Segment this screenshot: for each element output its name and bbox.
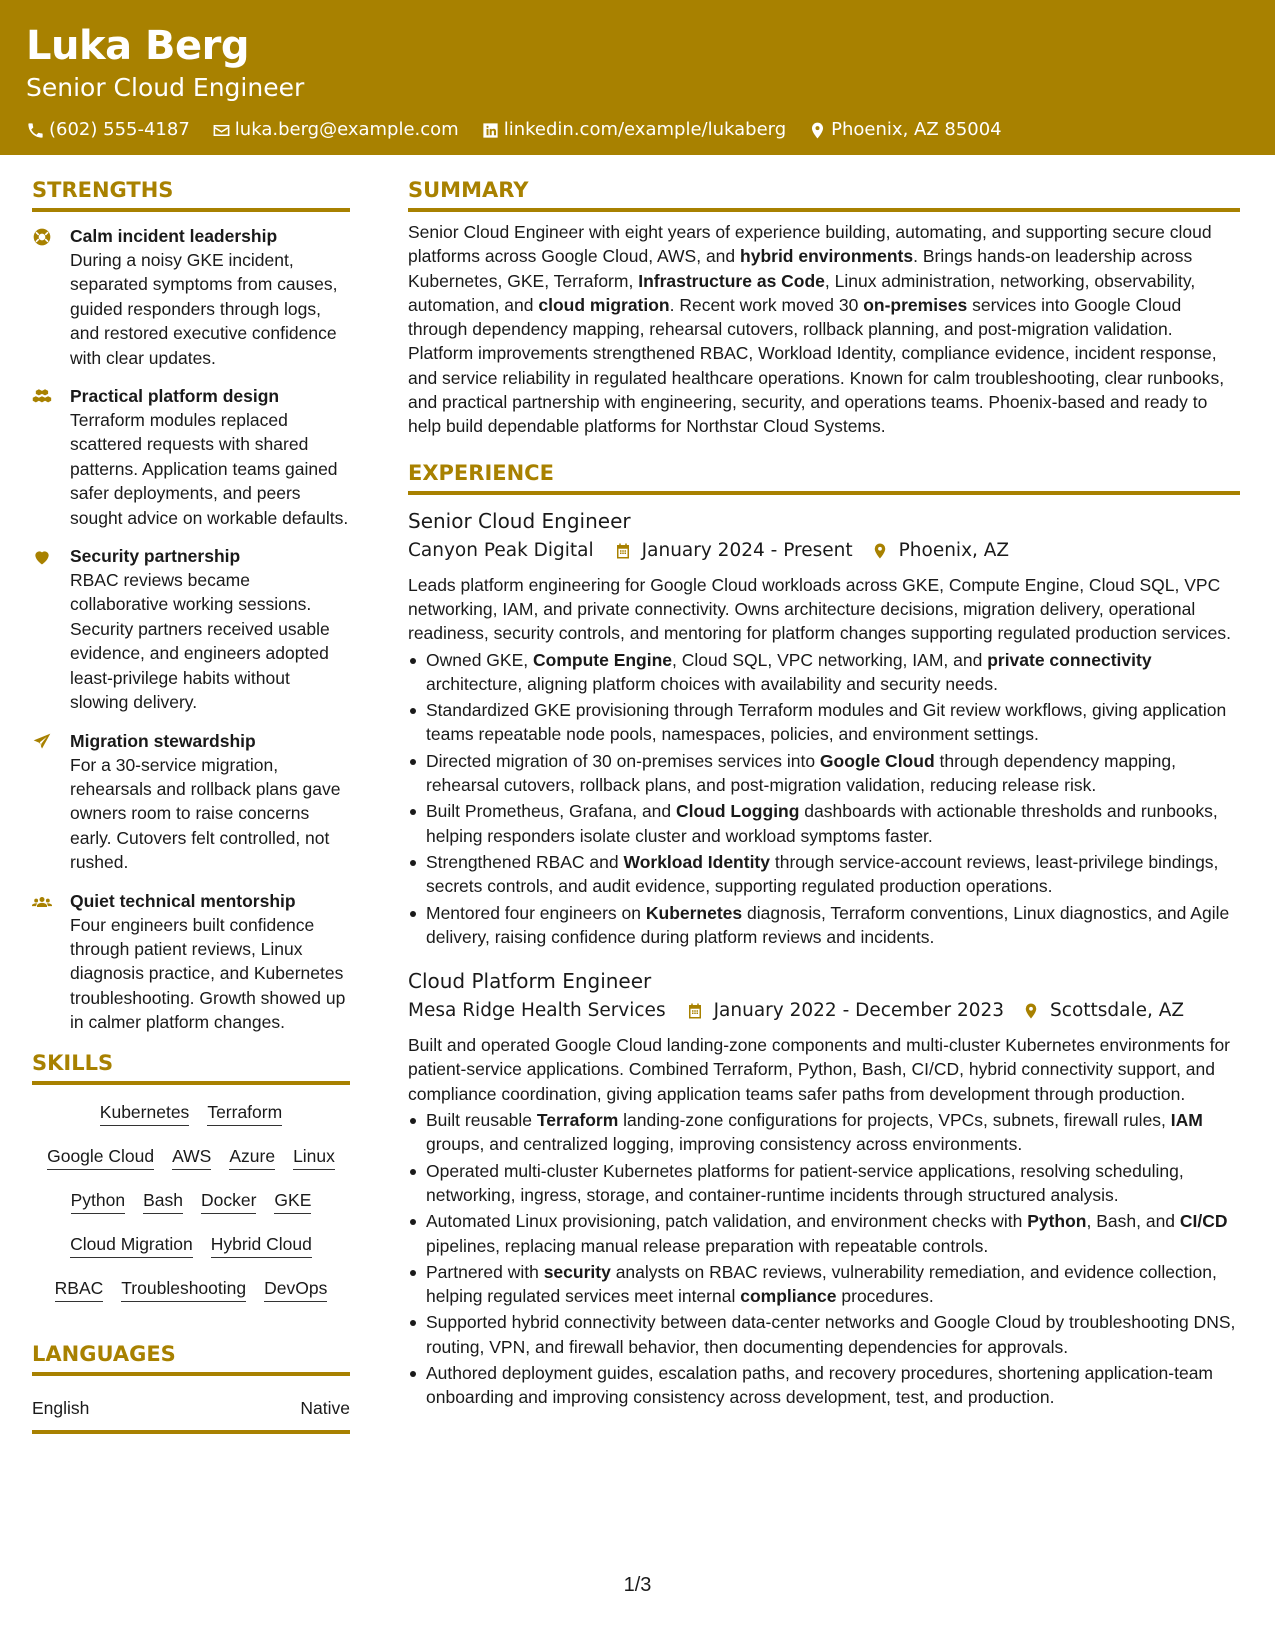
skill-tag: Terraform [207,1101,282,1126]
resume-header [0,0,1275,155]
candidate-name: Luka Berg [26,23,249,69]
text-run: . Brings hands-on leadership across Kubernetes, GKE, Terraform, [408,246,1193,291]
job-bullet [408,749,1240,798]
job-company: Canyon Peak Digital [408,539,594,561]
job-description: Built and operated Google Cloud landing-zone components and multi-cluster Kubernetes environments for patient-service applications. Combined Terraform, Python, Bash, CI/CD, hybrid connectivity support, and compliance coordination, giving application teams safer paths from development through production. [408,1035,1231,1104]
skills-heading: SKILLS [32,1049,350,1085]
skill-tag: RBAC [55,1277,104,1302]
location-text: Phoenix, AZ 85004 [831,119,1002,140]
page-number: 1/3 [623,1574,652,1596]
skill-row [32,1145,350,1170]
candidate-title: Senior Cloud Engineer [26,73,305,102]
envelope-icon [212,121,231,140]
text-run: through dependency mapping, rehearsal cutovers, rollback plans, and post-migration validation, reducing release risk. [426,750,1176,796]
job-bullet [408,1209,1240,1258]
summary-heading: SUMMARY [408,176,1240,212]
text-run: diagnosis, Terraform conventions, Linux diagnostics, and Agile delivery, raising confidence during platform reviews and incidents. [426,902,1230,947]
text-run: Directed migration of 30 on-premises services into [426,750,820,771]
job-bullet [408,1260,1240,1309]
strength-title: Security partnership [70,546,241,567]
job-entry [408,967,1240,1409]
strengths-list [32,224,350,1035]
skill-tag: Troubleshooting [121,1277,246,1302]
bold-text: Google Cloud [819,750,935,771]
skill-tag: Linux [293,1145,335,1170]
strength-item [32,384,350,530]
job-bullet [408,1108,1240,1157]
text-run: Strengthened RBAC and [426,851,624,872]
text-run: . Recent work moved 30 [669,294,864,315]
contact-email[interactable] [212,118,459,142]
strength-title: Practical platform design [70,386,280,407]
job-bullet [408,901,1240,950]
strength-item [32,889,350,1035]
text-run: pipelines, replacing manual release preparation with repeatable controls. [426,1235,989,1256]
job-location: Phoenix, AZ [898,539,1010,561]
strength-desc: RBAC reviews became collaborative working sessions. Security partners received usable evidence, and engineers adopted least-privilege habits without slowing delivery. [70,570,330,713]
bold-text: Compute Engine [533,649,673,670]
text-run: landing-zone configurations for projects, VPCs, subnets, firewall rules, [618,1110,1171,1131]
text-run: through service-account reviews, least-privilege bindings, secrets controls, and audit evidence, supporting regulated production operations. [426,851,1219,897]
experience-heading: EXPERIENCE [408,459,1240,495]
job-bullets [408,1108,1240,1410]
bold-text: Kubernetes [645,902,743,923]
skill-tag: Google Cloud [47,1145,154,1170]
languages-heading: LANGUAGES [32,1340,350,1376]
contact-linkedin[interactable] [481,118,786,142]
strength-item [32,544,350,714]
job-dates: January 2022 - December 2023 [713,1000,1005,1022]
calendar-icon [614,542,632,560]
strength-item [32,729,350,875]
bold-text: on-premises [863,294,968,315]
job-entry [408,507,1240,949]
strength-title: Calm incident leadership [70,226,278,246]
skill-tag: Kubernetes [100,1101,190,1126]
skill-tag: Docker [201,1189,256,1214]
job-bullet [408,1159,1240,1208]
bold-text: Infrastructure as Code [638,270,825,291]
job-description: Leads platform engineering for Google Cloud workloads across GKE, Compute Engine, Cloud SQL, VPC networking, IAM, and private connectivity. Owns architecture decisions, migration delivery, operational readiness, security controls, and mentoring for platform changes supporting regulated production services. [408,574,1231,644]
calendar-icon [686,1002,704,1020]
job-bullet [408,1361,1240,1410]
text-run: , Linux administration, networking, observability, automation, and [408,270,1196,315]
job-bullet [408,698,1240,747]
text-run: , Cloud SQL, VPC networking, IAM, and [672,649,988,670]
job-title: Cloud Platform Engineer [408,969,652,994]
email-text: luka.berg@example.com [234,119,459,140]
bold-text: security [543,1261,611,1282]
bold-text: Cloud Logging [676,801,800,822]
language-name: English [32,1397,90,1418]
text-run: services into Google Cloud through dependency mapping, rehearsal cutovers, rollback planning, and post-migration validation. Platform improvements strengthened RBAC, Workload Identity, compliance evidence, incident response, and service reliability in regulated healthcare operations. Known for calm troubleshooting, clear runbooks, and practical partnership with engineering, security, and operations teams. Phoenix-based and ready to help build dependable platforms for Northstar Cloud Systems. [408,294,1225,437]
cubes-icon [32,387,52,407]
skill-tag: Python [71,1189,125,1214]
skill-row [32,1277,350,1302]
phone-text: (602) 555-4187 [49,119,190,140]
text-run: Partnered with [426,1261,544,1282]
skill-tag: AWS [172,1145,211,1170]
bold-text: private connectivity [987,649,1152,670]
bold-text: IAM [1170,1110,1203,1131]
linkedin-icon [481,121,500,140]
text-run: architecture, aligning platform choices with availability and security needs. [426,673,998,694]
skill-tag: Cloud Migration [70,1233,193,1258]
strength-title: Migration stewardship [70,730,256,751]
contact-bar [26,118,1249,142]
bold-text: Terraform [536,1110,619,1131]
contact-location [808,118,1001,142]
paper-plane-icon [32,732,52,752]
right-column [408,176,1240,1428]
skill-tag: GKE [274,1189,311,1214]
job-meta [408,537,1240,565]
map-pin-icon [808,121,827,140]
skill-row [32,1101,350,1126]
skill-tag: DevOps [264,1277,327,1302]
text-run: Built Prometheus, Grafana, and [426,801,676,822]
job-bullet [408,648,1240,697]
language-level: Native [300,1397,350,1418]
heart-icon [32,547,52,567]
lifebuoy-icon [32,227,52,247]
bold-text: CI/CD [1179,1211,1228,1232]
job-meta [408,997,1240,1025]
bold-text: compliance [740,1286,837,1307]
strength-item [32,224,350,370]
job-bullet [408,850,1240,899]
job-location: Scottsdale, AZ [1050,1000,1185,1022]
strength-desc: During a noisy GKE incident, separated symptoms from causes, guided responders through logs, and restored executive confidence with clear updates. [70,250,338,368]
map-pin-icon [871,542,889,560]
phone-icon [26,121,45,140]
skills-list [32,1101,350,1302]
text-run: Built reusable [426,1110,537,1131]
job-bullet [408,1310,1240,1359]
skill-row [32,1189,350,1214]
linkedin-text: linkedin.com/example/lukaberg [503,119,787,140]
left-column [32,176,350,1434]
skill-row [32,1233,350,1258]
map-pin-icon [1022,1002,1040,1020]
text-run: procedures. [836,1286,934,1307]
strength-desc: Four engineers built confidence through patient reviews, Linux diagnosis practice, and Kubernetes troubleshooting. Growth showed up in calmer platform changes. [70,914,346,1033]
skill-tag: Hybrid Cloud [211,1233,312,1258]
bold-text: Python [1027,1211,1087,1232]
users-icon [32,892,52,912]
summary-text [408,220,1240,439]
job-bullet [408,799,1240,848]
job-company: Mesa Ridge Health Services [408,1000,666,1022]
text-run: Supported hybrid connectivity between data-center networks and Google Cloud by troubleshooting DNS, routing, VPN, and firewall behavior, then documenting dependencies for approvals. [426,1312,1236,1357]
text-run: groups, and centralized logging, improving consistency across environments. [426,1134,1023,1155]
bold-text: hybrid environments [740,246,914,267]
job-dates: January 2024 - Present [641,539,853,561]
text-run: Automated Linux provisioning, patch validation, and environment checks with [426,1211,1028,1232]
text-run: Operated multi-cluster Kubernetes platforms for patient-service applications, resolving scheduling, networking, ingress, storage, and container-runtime incidents through structured analysis. [426,1160,1184,1205]
text-run: , Bash, and [1086,1211,1180,1232]
text-run: analysts on RBAC reviews, vulnerability remediation, and evidence collection, helping regulated services meet internal [426,1261,1217,1307]
contact-phone[interactable] [26,118,190,142]
text-run: dashboards with actionable thresholds and runbooks, helping responders isolate cluster and workload symptoms faster. [426,801,1218,846]
job-title: Senior Cloud Engineer [408,508,631,533]
strength-desc: Terraform modules replaced scattered requests with shared patterns. Application teams gained safer deployments, and peers sought advice on workable defaults. [70,410,349,528]
bold-text: Workload Identity [623,851,770,872]
strengths-heading: STRENGTHS [32,176,350,212]
text-run: Owned GKE, [426,649,533,670]
skill-tag: Azure [229,1145,275,1170]
language-row [32,1396,350,1434]
job-bullets [408,648,1240,950]
text-run: Authored deployment guides, escalation paths, and recovery procedures, shortening application-team onboarding and improving consistency across development, test, and production. [426,1362,1214,1408]
text-run: Mentored four engineers on [426,902,646,923]
text-run: Senior Cloud Engineer with eight years of experience building, automating, and supporting secure cloud platforms across Google Cloud, AWS, and [408,222,1212,267]
strength-title: Quiet technical mentorship [70,890,296,911]
bold-text: cloud migration [538,294,670,315]
skill-tag: Bash [143,1189,183,1214]
strength-desc: For a 30-service migration, rehearsals and rollback plans gave owners room to raise concerns early. Cutovers felt controlled, not rushed. [70,754,341,873]
text-run: Standardized GKE provisioning through Terraform modules and Git review workflows, giving application teams repeatable node pools, namespaces, policies, and environment settings. [426,700,1227,745]
